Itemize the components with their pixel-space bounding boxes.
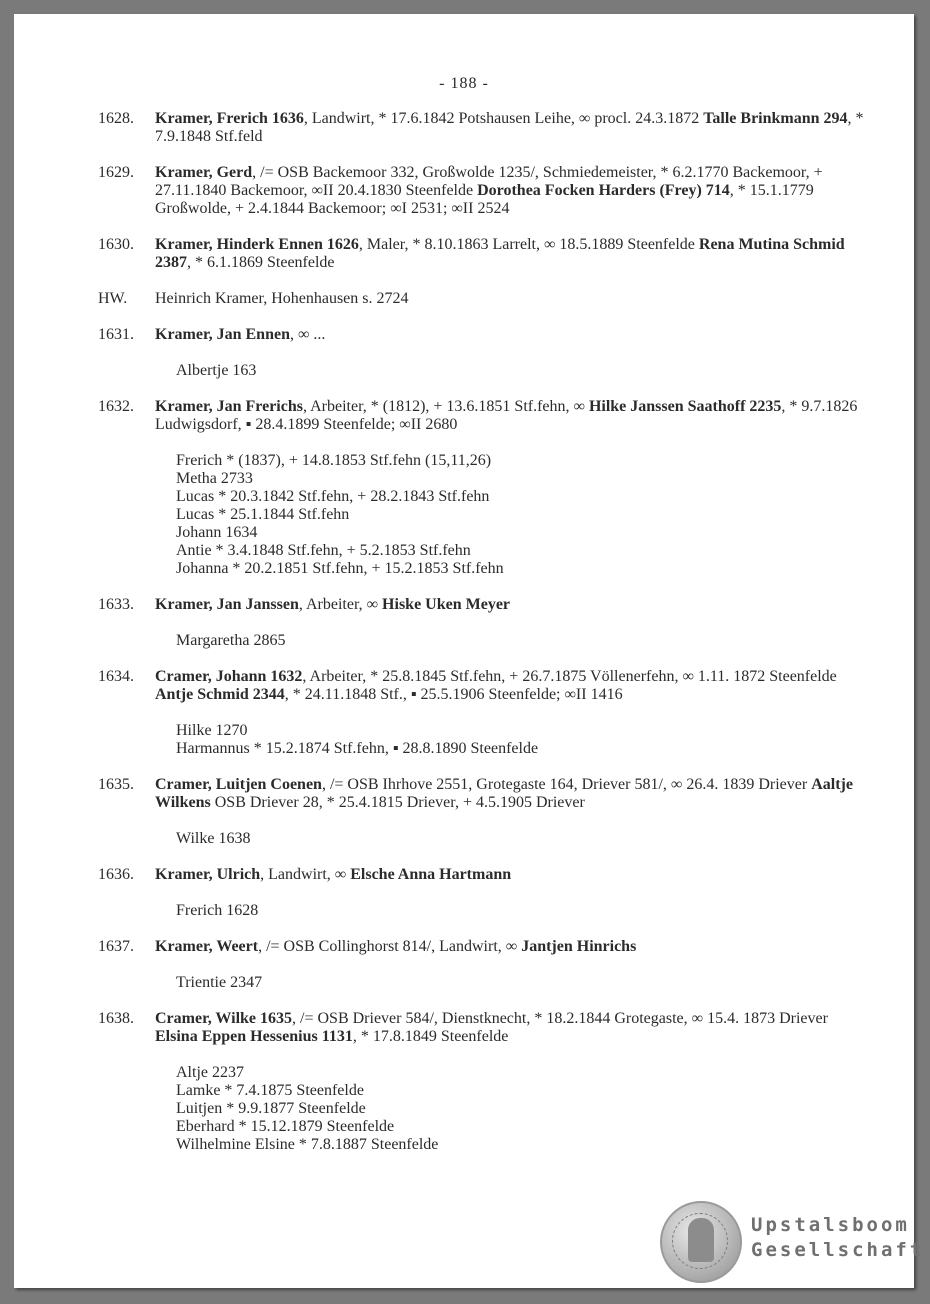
entry	[98, 290, 868, 308]
entry-detail: , * 17.8.1849 Steenfelde	[352, 1028, 509, 1045]
entry-text	[155, 236, 868, 272]
child-entry: Margaretha 2865	[176, 632, 286, 649]
entry-detail: , /= OSB Backemoor 332, Großwolde 1235/, Schmiedemeister, * 6.2.1770 Backemoor, + 27.11.1840 Backemoor, ∞II 20.4.1830 Steenfelde	[155, 164, 823, 199]
entry-detail: , Arbeiter, * (1812), + 13.6.1851 Stf.fehn, ∞	[302, 398, 589, 415]
entry	[98, 236, 868, 272]
entry-detail: , * 7.9.1848 Stf.feld	[155, 110, 864, 145]
entry-detail: , * 6.1.1869 Steenfelde	[187, 254, 335, 271]
entry	[98, 938, 868, 992]
child-entry: Lucas * 25.1.1844 Stf.fehn	[176, 506, 350, 523]
entry-number: HW.	[98, 290, 128, 307]
entry-number: 1634.	[98, 668, 134, 685]
child-entry: Luitjen * 9.9.1877 Steenfelde	[176, 1100, 366, 1117]
person-name: Talle Brinkmann 294	[703, 110, 848, 127]
entry-text	[155, 290, 868, 308]
person-name: Rena Mutina Schmid 2387	[155, 236, 845, 271]
entry	[98, 398, 868, 578]
child-entry: Altje 2237	[176, 1064, 244, 1081]
entry-list	[98, 110, 868, 1172]
entry	[98, 164, 868, 218]
person-name: Kramer, Gerd	[155, 164, 253, 181]
person-name: Kramer, Hinderk Ennen 1626	[155, 236, 359, 253]
person-name: Kramer, Jan Janssen	[155, 596, 299, 613]
entry-detail: , ∞ ...	[289, 326, 326, 343]
child-entry: Frerich 1628	[176, 902, 259, 919]
child-entry: Johann 1634	[176, 524, 258, 541]
child-entry: Wilke 1638	[176, 830, 251, 847]
entry-detail: , /= OSB Driever 584/, Dienstknecht, * 18.2.1844 Grotegaste, ∞ 15.4. 1873 Driever	[292, 1010, 828, 1027]
person-name: Kramer, Frerich 1636	[155, 110, 304, 127]
entry-detail: , /= OSB Ihrhove 2551, Grotegaste 164, Driever 581/, ∞ 26.4. 1839 Driever	[321, 776, 812, 793]
child-entry: Johanna * 20.2.1851 Stf.fehn, + 15.2.1853 Stf.fehn	[176, 560, 504, 577]
person-name: Aaltje Wilkens	[155, 776, 853, 811]
children-list	[155, 632, 868, 650]
entry-number: 1635.	[98, 776, 134, 793]
children-list	[155, 1064, 868, 1154]
entry-text	[155, 776, 868, 848]
entry	[98, 326, 868, 380]
entry-text	[155, 326, 868, 380]
person-name: Hiske Uken Meyer	[382, 596, 511, 613]
person-name: Cramer, Johann 1632	[155, 668, 303, 685]
person-name: Antje Schmid 2344	[155, 686, 285, 703]
entry-text	[155, 866, 868, 920]
person-name: Cramer, Wilke 1635	[155, 1010, 293, 1027]
entry-text	[155, 668, 868, 758]
entry	[98, 110, 868, 146]
person-name: Kramer, Ulrich	[155, 866, 261, 883]
child-entry: Lucas * 20.3.1842 Stf.fehn, + 28.2.1843 Stf.fehn	[176, 488, 490, 505]
child-entry: Eberhard * 15.12.1879 Steenfelde	[176, 1118, 395, 1135]
entry-detail: OSB Driever 28, * 25.4.1815 Driever, + 4.5.1905 Driever	[210, 794, 585, 811]
entry-detail: , * 24.11.1848 Stf., ▪ 25.5.1906 Steenfelde; ∞II 1416	[284, 686, 623, 703]
seal-figure	[688, 1218, 714, 1262]
entry-number: 1628.	[98, 110, 134, 127]
person-name: Dorothea Focken Harders (Frey) 714	[477, 182, 730, 199]
entry-detail: , Arbeiter, * 25.8.1845 Stf.fehn, + 26.7.1875 Völlenerfehn, ∞ 1.11. 1872 Steenfelde	[302, 668, 837, 685]
children-list	[155, 830, 868, 848]
child-entry: Wilhelmine Elsine * 7.8.1887 Steenfelde	[176, 1136, 439, 1153]
entry-text	[155, 938, 868, 992]
entry-detail: Heinrich Kramer, Hohenhausen s. 2724	[155, 290, 409, 307]
child-entry: Frerich * (1837), + 14.8.1853 Stf.fehn (15,11,26)	[176, 452, 492, 469]
entry-text	[155, 596, 868, 650]
children-list	[155, 974, 868, 992]
entry-number: 1630.	[98, 236, 134, 253]
entry-detail: , Landwirt, * 17.6.1842 Potshausen Leihe, ∞ procl. 24.3.1872	[303, 110, 704, 127]
person-name: Kramer, Jan Ennen	[155, 326, 290, 343]
child-entry: Metha 2733	[176, 470, 253, 487]
entry-number: 1637.	[98, 938, 134, 955]
entry-number: 1638.	[98, 1010, 134, 1027]
entry	[98, 596, 868, 650]
page-number: - 188 -	[439, 75, 489, 92]
entry-number: 1631.	[98, 326, 134, 343]
person-name: Jantjen Hinrichs	[521, 938, 637, 955]
child-entry: Antie * 3.4.1848 Stf.fehn, + 5.2.1853 Stf.fehn	[176, 542, 471, 559]
children-list	[155, 902, 868, 920]
society-name-line1: Upstalsboom	[751, 1214, 910, 1236]
child-entry: Lamke * 7.4.1875 Steenfelde	[176, 1082, 364, 1099]
entry-detail: , /= OSB Collinghorst 814/, Landwirt, ∞	[258, 938, 522, 955]
entry	[98, 776, 868, 848]
entry-text	[155, 164, 868, 218]
entry-detail: , * 9.7.1826 Ludwigsdorf, ▪ 28.4.1899 Steenfelde; ∞II 2680	[155, 398, 858, 433]
document-page	[14, 14, 925, 1288]
entry-text	[155, 398, 868, 578]
children-list	[155, 722, 868, 758]
person-name: Kramer, Weert	[155, 938, 259, 955]
society-name-line2: Gesellschaft	[751, 1239, 925, 1261]
children-list	[155, 362, 868, 380]
entry	[98, 1010, 868, 1154]
person-name: Cramer, Luitjen Coenen	[155, 776, 322, 793]
entry-number: 1632.	[98, 398, 134, 415]
person-name: Elsche Anna Hartmann	[350, 866, 512, 883]
child-entry: Trientie 2347	[176, 974, 263, 991]
person-name: Kramer, Jan Frerichs	[155, 398, 303, 415]
entry-text	[155, 110, 868, 146]
person-name: Elsina Eppen Hessenius 1131	[155, 1028, 353, 1045]
entry-number: 1629.	[98, 164, 134, 181]
child-entry: Harmannus * 15.2.1874 Stf.fehn, ▪ 28.8.1890 Steenfelde	[176, 740, 539, 757]
entry-text	[155, 1010, 868, 1154]
child-entry: Albertje 163	[176, 362, 257, 379]
child-entry: Hilke 1270	[176, 722, 248, 739]
entry-detail: , Arbeiter, ∞	[298, 596, 383, 613]
entry	[98, 866, 868, 920]
entry	[98, 668, 868, 758]
entry-detail: , Maler, * 8.10.1863 Larrelt, ∞ 18.5.1889 Steenfelde	[358, 236, 699, 253]
children-list	[155, 452, 868, 578]
entry-number: 1636.	[98, 866, 134, 883]
entry-number: 1633.	[98, 596, 134, 613]
society-logo-text	[751, 1213, 924, 1263]
society-seal-icon	[660, 1201, 742, 1283]
entry-detail: , * 15.1.1779 Großwolde, + 2.4.1844 Backemoor; ∞I 2531; ∞II 2524	[155, 182, 814, 217]
entry-detail: , Landwirt, ∞	[260, 866, 351, 883]
person-name: Hilke Janssen Saathoff 2235	[588, 398, 782, 415]
